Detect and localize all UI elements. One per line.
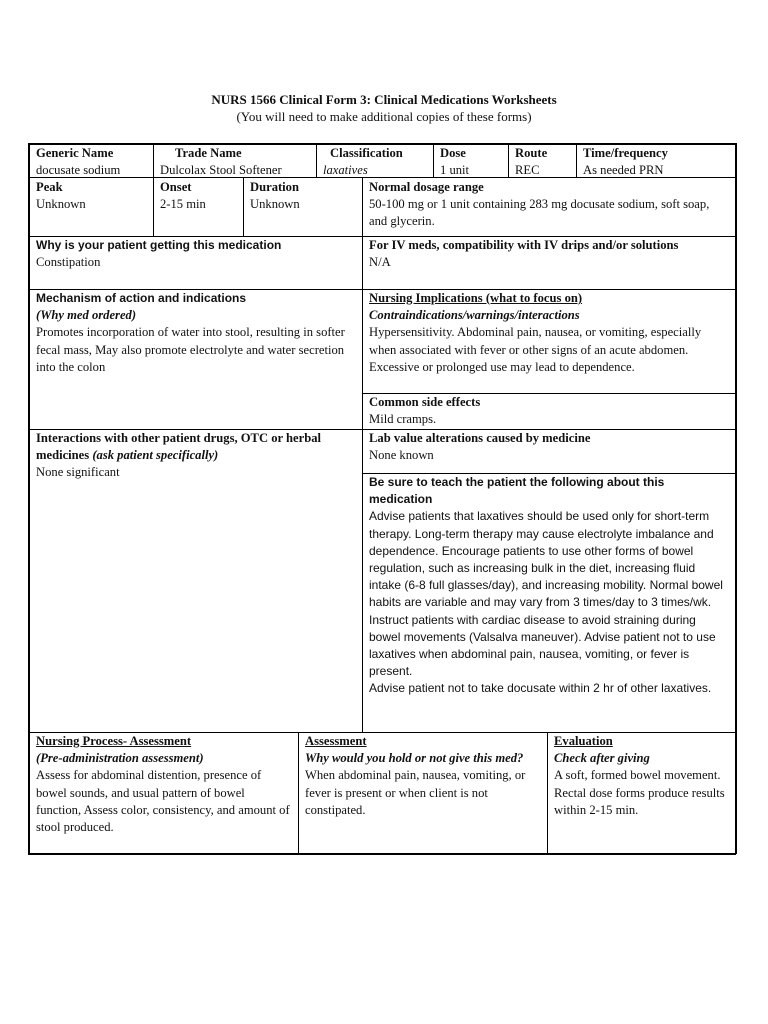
patient-teaching-value-1: Advise patients that laxatives should be used only for short-term therapy. Long-term therapy may cause electrolyte imbalance and dependence. Encourage patients to use other forms of bowel regulation, such as increasing bulk in the diet, increasing fluid intake (6-8 full glasses/day), and increasing mobility. Normal bowel habits are variable and may vary from 3 times/day to 3 times/wk. Instruct patients with cardiac disease to avoid straining during bowel movements (Valsalva maneuver). Advise patient not to use laxatives when abdominal pain, nausea, vomiting, or fever is present. [369,509,723,679]
trade-name-value: Dulcolax Stool Softener [160,163,282,177]
hline-row5 [28,732,736,733]
onset-cell [153,178,243,236]
time-frequency-cell [576,144,735,177]
nursing-process-sub: (Pre-administration assessment) [36,751,204,766]
mechanism-sub: (Why med ordered) [36,308,137,323]
duration-cell [243,178,362,236]
side-effects-label: Common side effects [369,395,481,409]
vline-dose [433,143,434,177]
nursing-implications-sub: Contraindications/warnings/interactions [369,308,580,323]
mechanism-label: Mechanism of action and indications [36,291,247,305]
mechanism-value: Promotes incorporation of water into stool, resulting in softer fecal mass, May also promote electrolyte and water secretion into the colon [36,325,345,374]
vline-trade [153,143,154,236]
hline-side-effects [362,393,736,394]
evaluation-value: A soft, formed bowel movement. Rectal dose forms produce results within 2-15 min. [554,768,725,817]
assessment-sub: Why would you hold or not give this med? [305,751,524,766]
form-title: NURS 1566 Clinical Form 3: Clinical Medications Worksheets [211,92,557,107]
evaluation-sub: Check after giving [554,751,650,766]
peak-label: Peak [36,180,63,194]
evaluation-cell [547,732,735,853]
interactions-label [36,430,355,464]
nursing-implications-label: Nursing Implications (what to focus on) [369,291,583,305]
lab-values-label: Lab value alterations caused by medicine [369,431,591,445]
generic-name-cell [29,144,153,177]
dosage-range-cell [362,178,735,236]
time-frequency-value: As needed PRN [583,163,664,177]
generic-name-value: docusate sodium [36,163,121,177]
side-effects-value: Mild cramps. [369,412,437,427]
dose-value: 1 unit [440,163,470,177]
hline-row3 [28,289,736,290]
trade-name-label: Trade Name [175,146,242,160]
reason-value: Constipation [36,255,101,270]
assessment-cell [298,732,547,853]
onset-value: 2-15 min [160,197,206,212]
form-subtitle: (You will need to make additional copies of these forms) [236,109,532,124]
classification-value: laxatives [323,163,368,177]
side-effects-cell [362,393,735,429]
hline-row2 [28,236,736,237]
nursing-implications-value: Hypersensitivity. Abdominal pain, nausea, or vomiting, especially when associated with fever or other signs of an acute abdomen. Excessive or prolonged use may lead to dependence. [369,325,702,374]
vline-route [508,143,509,177]
reason-label: Why is your patient getting this medication [36,238,282,252]
border-top [28,143,736,145]
assessment-label: Assessment [305,734,367,748]
duration-value: Unknown [250,197,300,212]
duration-label: Duration [250,180,299,194]
nursing-process-label: Nursing Process- Assessment [36,734,192,748]
page-header [0,91,768,125]
trade-name-cell [153,144,316,177]
nursing-process-value: Assess for abdominal distention, presence of bowel sounds, and usual pattern of bowel function, Assess color, consistency, and amount of stool produced. [36,768,290,835]
classification-cell [316,144,433,177]
iv-compat-value: N/A [369,255,391,270]
classification-label: Classification [330,146,403,160]
evaluation-label: Evaluation [554,734,613,748]
hline-row4 [28,429,736,430]
assessment-value: When abdominal pain, nausea, vomiting, or fever is present or when client is not constipated. [305,768,526,817]
peak-cell [29,178,153,236]
patient-teaching-label: Be sure to teach the patient the following about this medication [369,475,665,507]
dose-label: Dose [440,146,466,160]
lab-values-cell [362,429,735,473]
interactions-value: None significant [36,465,120,480]
border-right [735,143,737,854]
onset-label: Onset [160,180,192,194]
peak-value: Unknown [36,197,86,212]
generic-name-label: Generic Name [36,146,114,160]
dosage-range-value: 50-100 mg or 1 unit containing 283 mg docusate sodium, soft soap, and glycerin. [369,197,710,229]
lab-values-value: None known [369,448,434,463]
mechanism-cell [29,289,362,429]
reason-cell [29,236,362,289]
patient-teaching-value-2: Advise patient not to take docusate within 2 hr of other laxatives. [369,681,712,696]
time-frequency-label: Time/frequency [583,146,668,160]
hline-lab [362,473,736,474]
interactions-cell [29,429,362,732]
interactions-label-main: Interactions with other patient drugs, OTC or herbal medicines [36,431,321,463]
vline-center [362,177,363,732]
route-label: Route [515,146,548,160]
vline-assessment [298,732,299,853]
border-left [28,143,30,854]
vline-time [576,143,577,177]
patient-teaching-cell [362,473,735,732]
nursing-process-cell [29,732,298,853]
vline-duration [243,177,244,236]
hline-row1 [28,177,736,178]
route-cell [508,144,576,177]
route-value: REC [515,163,540,177]
iv-compat-label: For IV meds, compatibility with IV drips and/or solutions [369,238,679,252]
iv-compat-cell [362,236,735,289]
vline-class [316,143,317,177]
dosage-range-label: Normal dosage range [369,180,484,194]
dose-cell [433,144,508,177]
vline-evaluation [547,732,548,853]
nursing-implications-cell [362,289,735,393]
border-bottom [28,853,736,855]
interactions-label-note: (ask patient specifically) [92,448,219,463]
